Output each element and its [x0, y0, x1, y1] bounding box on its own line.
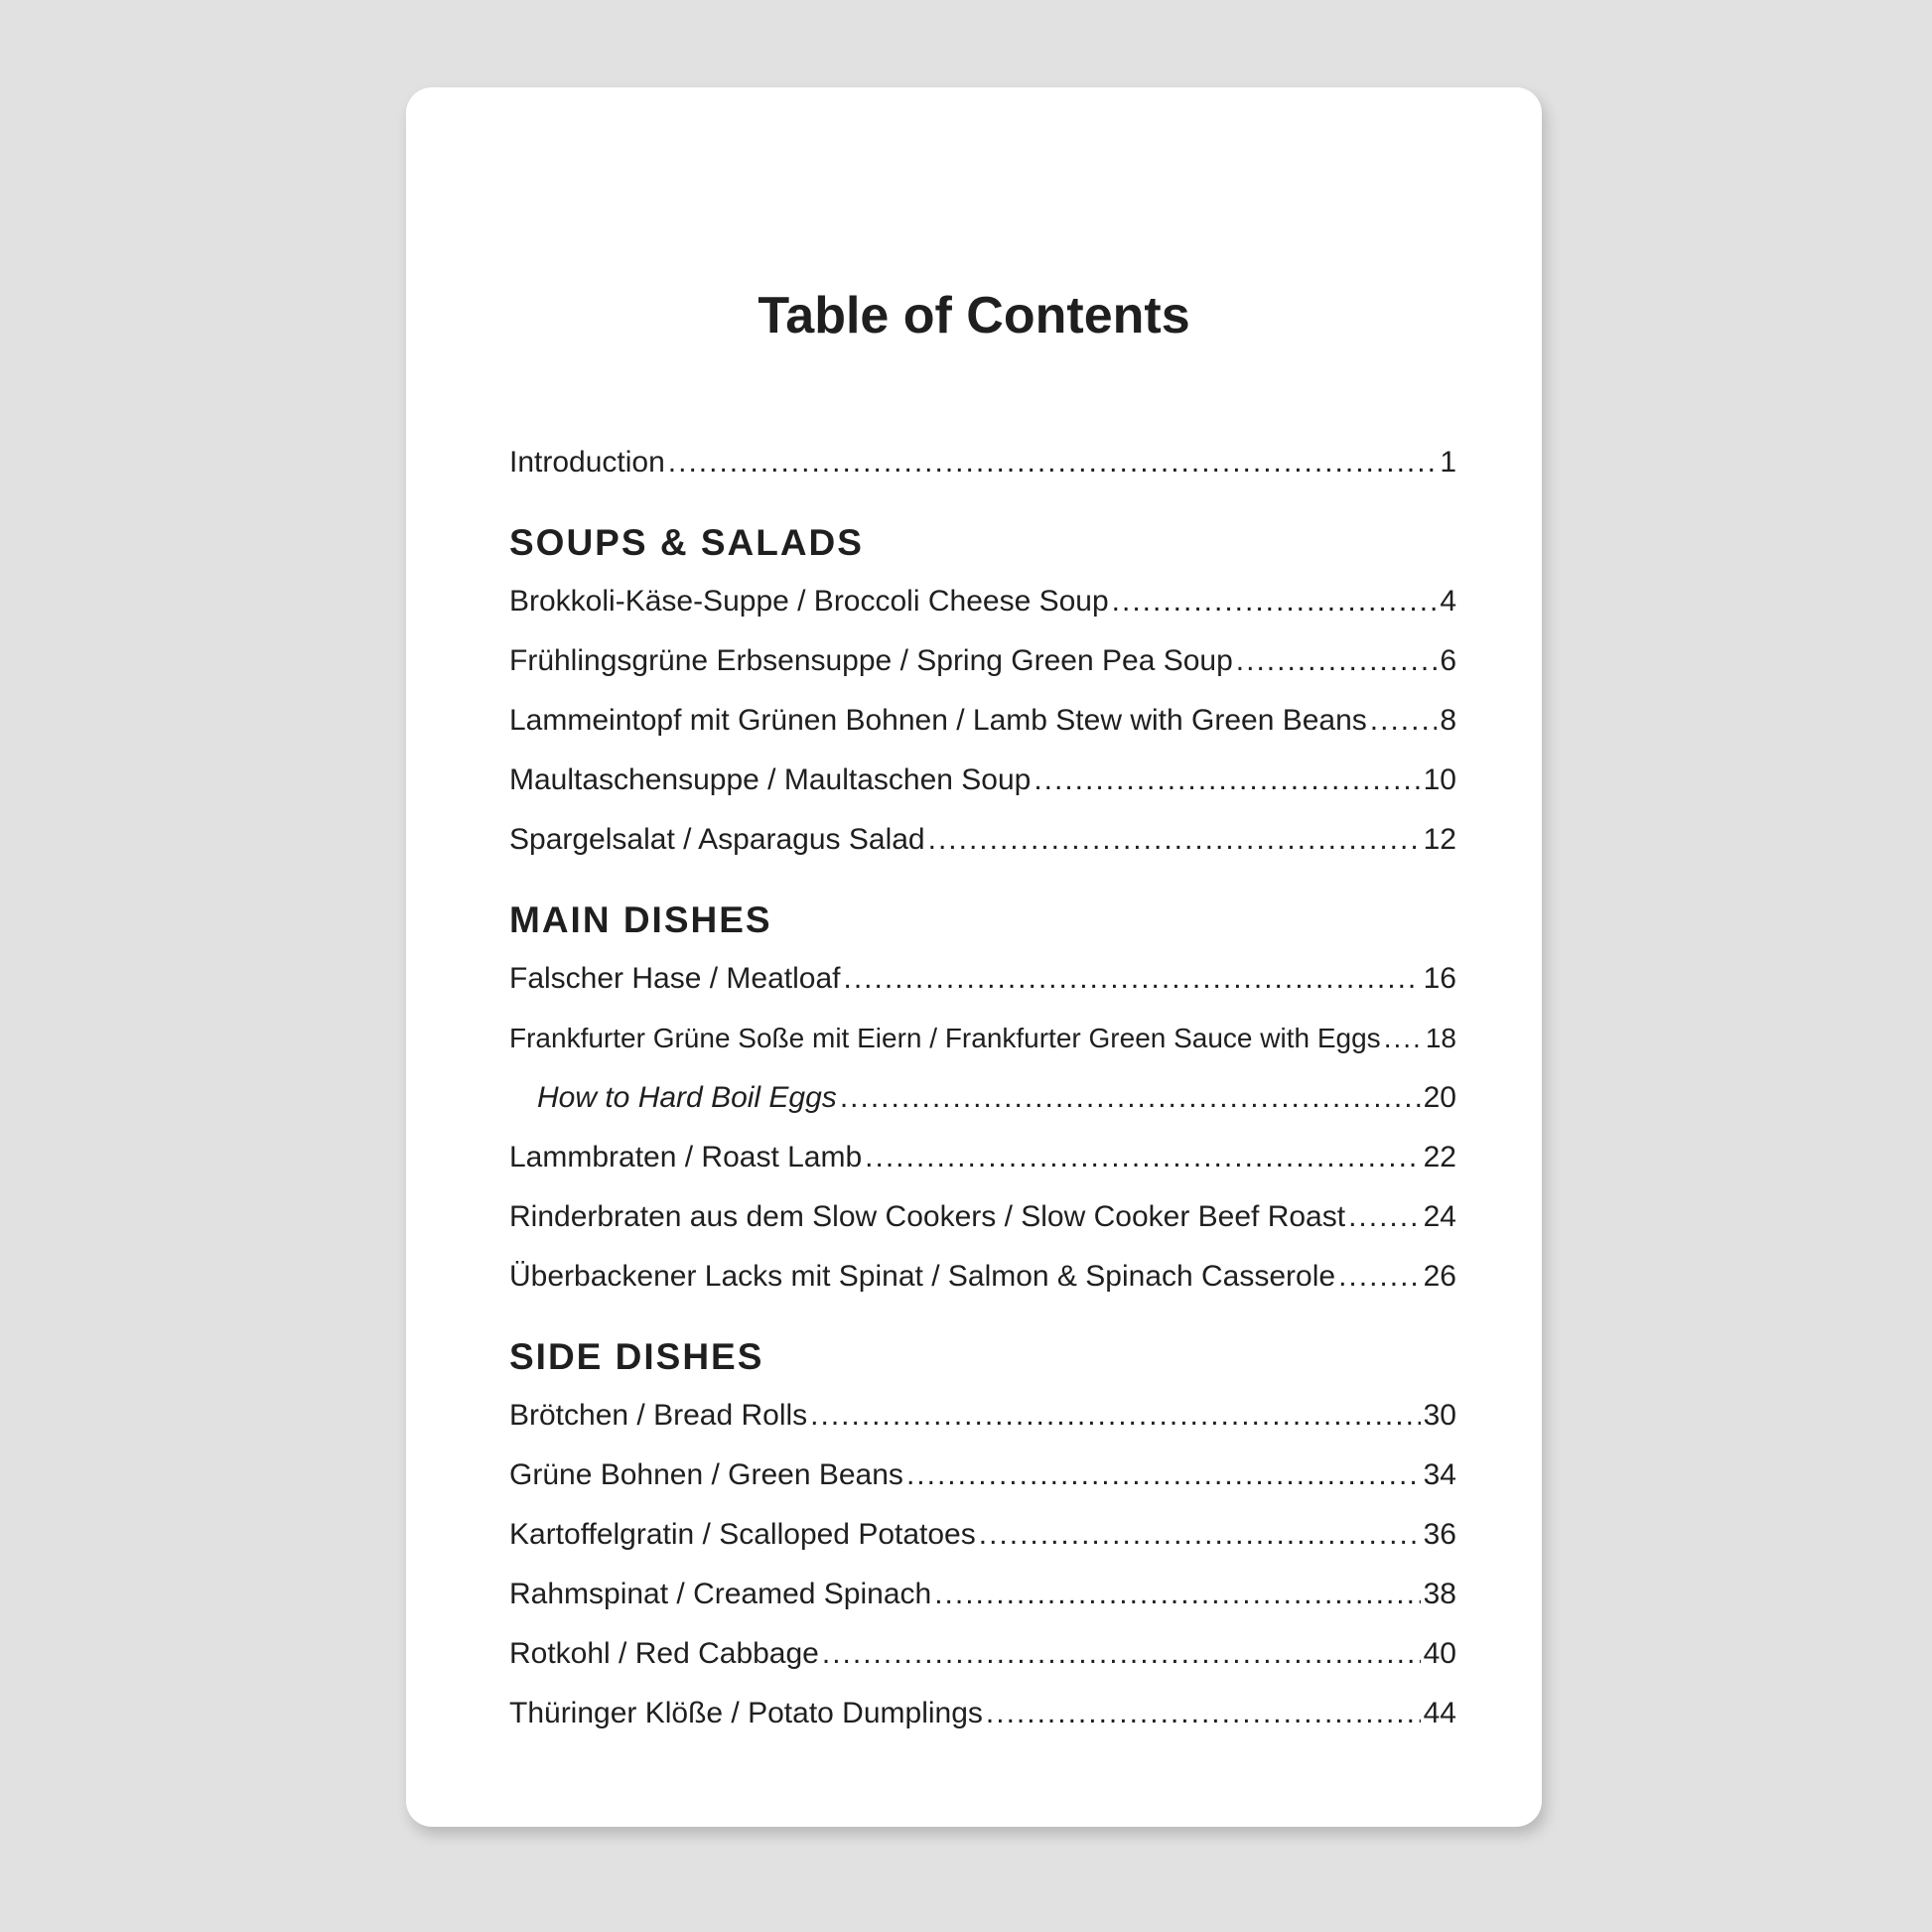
toc-entry-page: 8 — [1440, 704, 1456, 737]
book-page — [406, 87, 1542, 1827]
toc-entry-page: 6 — [1440, 644, 1456, 677]
dot-leader — [1236, 631, 1438, 691]
toc-entry-title: Frühlingsgrüne Erbsensuppe / Spring Green Pea Soup — [509, 644, 1233, 677]
toc-entry-title: Maultaschensuppe / Maultaschen Soup — [509, 763, 1032, 796]
section-heading-side-dishes: SIDE DISHES — [509, 1336, 764, 1377]
toc-entry-title: Introduction — [509, 446, 665, 479]
dot-leader — [865, 1128, 1420, 1187]
toc-entry-title: Überbackener Lacks mit Spinat / Salmon & Spinach Casserole — [509, 1260, 1336, 1293]
dot-leader — [934, 1565, 1420, 1624]
dot-leader — [1348, 1187, 1421, 1247]
toc-entry-page: 18 — [1425, 1023, 1456, 1053]
toc-entry-page: 10 — [1423, 763, 1456, 796]
toc-entry-page: 40 — [1423, 1637, 1456, 1670]
toc-entry-title: Rinderbraten aus dem Slow Cookers / Slow Cooker Beef Roast — [509, 1200, 1346, 1233]
toc-entry-title: Spargelsalat / Asparagus Salad — [509, 823, 925, 856]
toc-entry-title: How to Hard Boil Eggs — [537, 1081, 837, 1114]
dot-leader — [668, 433, 1438, 492]
toc-entry[interactable] — [509, 1624, 1456, 1684]
toc-entry[interactable] — [509, 1684, 1456, 1743]
dot-leader — [822, 1624, 1421, 1684]
toc-subentry[interactable] — [509, 1068, 1456, 1128]
toc-entry-page: 24 — [1423, 1200, 1456, 1233]
toc-entry-page: 38 — [1423, 1578, 1456, 1610]
dot-leader — [1112, 572, 1438, 631]
toc-entry-title: Falscher Hase / Meatloaf — [509, 962, 841, 995]
dot-leader — [979, 1505, 1421, 1565]
toc-entry-title: Brokkoli-Käse-Suppe / Broccoli Cheese Soup — [509, 585, 1109, 618]
dot-leader — [1370, 691, 1438, 751]
toc-entry[interactable] — [509, 810, 1456, 870]
dot-leader — [1338, 1247, 1421, 1307]
toc-entry[interactable] — [509, 631, 1456, 691]
toc-entry[interactable] — [509, 1128, 1456, 1187]
toc-entry-title: Frankfurter Grüne Soße mit Eiern / Frankfurter Green Sauce with Eggs — [509, 1023, 1381, 1053]
toc-entry-title: Rahmspinat / Creamed Spinach — [509, 1578, 932, 1610]
toc-entry-page: 44 — [1423, 1697, 1456, 1729]
toc-entry[interactable] — [509, 1009, 1456, 1068]
toc-entry[interactable] — [509, 1446, 1456, 1505]
toc-entry[interactable] — [509, 572, 1456, 631]
table-of-contents — [509, 433, 1456, 1743]
toc-entry[interactable] — [509, 691, 1456, 751]
toc-entry-page: 16 — [1423, 962, 1456, 995]
toc-entry[interactable] — [509, 1505, 1456, 1565]
toc-entry-title: Lammbraten / Roast Lamb — [509, 1141, 863, 1173]
toc-entry-title: Kartoffelgratin / Scalloped Potatoes — [509, 1518, 976, 1551]
toc-entry-page: 1 — [1440, 446, 1456, 479]
toc-entry-title: Thüringer Klöße / Potato Dumplings — [509, 1697, 983, 1729]
dot-leader — [986, 1684, 1421, 1743]
toc-entry-title: Grüne Bohnen / Green Beans — [509, 1458, 903, 1491]
toc-entry-page: 22 — [1423, 1141, 1456, 1173]
toc-entry-page: 36 — [1423, 1518, 1456, 1551]
section-heading-soups-salads: SOUPS & SALADS — [509, 522, 864, 563]
toc-entry-introduction[interactable] — [509, 433, 1456, 492]
dot-leader — [928, 810, 1421, 870]
toc-entry-page: 20 — [1423, 1081, 1456, 1114]
toc-entry-title: Rotkohl / Red Cabbage — [509, 1637, 819, 1670]
toc-entry-page: 12 — [1423, 823, 1456, 856]
page-title: Table of Contents — [758, 287, 1190, 345]
dot-leader — [843, 949, 1420, 1009]
dot-leader — [810, 1386, 1420, 1446]
toc-entry-page: 26 — [1423, 1260, 1456, 1293]
dot-leader — [1384, 1009, 1423, 1068]
toc-entry[interactable] — [509, 1187, 1456, 1247]
toc-entry-title: Lammeintopf mit Grünen Bohnen / Lamb Stew with Green Beans — [509, 704, 1367, 737]
dot-leader — [906, 1446, 1421, 1505]
toc-entry[interactable] — [509, 1565, 1456, 1624]
toc-entry[interactable] — [509, 1247, 1456, 1307]
toc-entry[interactable] — [509, 1386, 1456, 1446]
dot-leader — [1034, 751, 1420, 810]
dot-leader — [840, 1068, 1421, 1128]
toc-entry-title: Brötchen / Bread Rolls — [509, 1399, 808, 1432]
toc-entry[interactable] — [509, 751, 1456, 810]
toc-entry[interactable] — [509, 949, 1456, 1009]
toc-entry-page: 34 — [1423, 1458, 1456, 1491]
section-heading-main-dishes: MAIN DISHES — [509, 899, 772, 940]
toc-entry-page: 30 — [1423, 1399, 1456, 1432]
toc-entry-page: 4 — [1440, 585, 1456, 618]
